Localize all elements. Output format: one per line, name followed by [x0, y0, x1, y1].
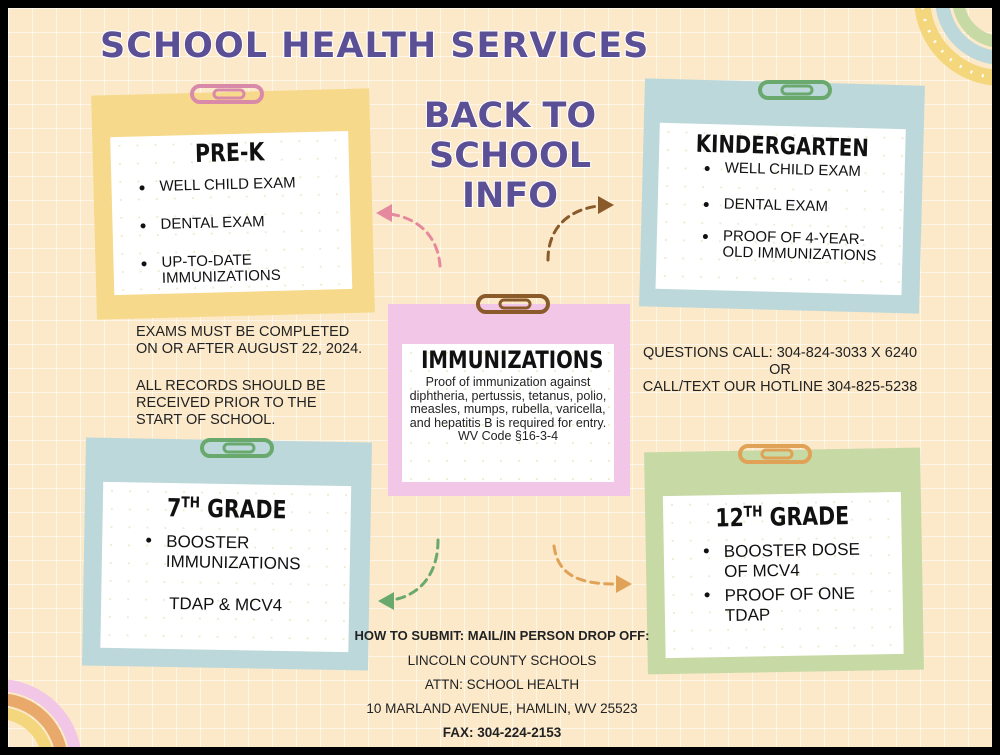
arrow-to-prek-icon [390, 214, 440, 266]
list-item: BOOSTER DOSE OF MCV4 [698, 540, 865, 583]
submit-line: LINCOLN COUNTY SCHOOLS [407, 653, 597, 668]
arrowhead-icon [376, 204, 392, 222]
flyer [8, 8, 992, 747]
exam-note: EXAMS MUST BE COMPLETED ON OR AFTER AUGUST 22, 2024. [136, 324, 363, 357]
records-note: ALL RECORDS SHOULD BE RECEIVED PRIOR TO THE START OF SCHOOL. [136, 378, 326, 428]
subtitle-line: INFO [462, 176, 558, 216]
list-item: UP-TO-DATE IMMUNIZATIONS [135, 251, 292, 287]
grade7-suffix: TH [181, 493, 201, 512]
grade7-word: GRADE [206, 493, 287, 525]
arrowhead-icon [378, 592, 394, 610]
page-title: SCHOOL HEALTH SERVICES [100, 26, 650, 66]
immunizations-body: Proof of immunization against diphtheria, pertussis, tetanus, polio, measles, mumps, rubella, varicella, and hepatitis B is required for entry. [409, 375, 607, 430]
submit-info [352, 628, 652, 745]
questions-phone: QUESTIONS CALL: 304-824-3033 X 6240 [642, 345, 918, 361]
submit-address: 10 MARLAND AVENUE, HAMLIN, WV 25523 [366, 701, 638, 716]
contact-info [640, 345, 920, 396]
submit-heading: HOW TO SUBMIT: MAIL/IN PERSON DROP OFF: [354, 628, 650, 643]
subtitle-line: SCHOOL [429, 136, 591, 176]
contact-or: OR [769, 362, 791, 378]
grade7-vaccines: TDAP & MCV4 [168, 594, 283, 616]
prek-heading: PRE-K [194, 137, 265, 168]
arrow-to-grade7-icon [392, 540, 438, 600]
arrow-to-kindergarten-icon [548, 206, 598, 260]
grade12-word: GRADE [769, 501, 850, 532]
grade12-suffix: TH [743, 502, 763, 521]
list-item: BOOSTER IMMUNIZATIONS [140, 532, 307, 575]
list-item: PROOF OF ONE TDAP [698, 584, 865, 627]
subtitle-line: BACK TO [423, 96, 597, 136]
list-item: WELL CHILD EXAM [699, 160, 905, 181]
arrow-to-grade12-icon [554, 546, 616, 584]
immunizations-heading: IMMUNIZATIONS [421, 346, 604, 374]
list-item: DENTAL EXAM [698, 196, 904, 217]
list-item: DENTAL EXAM [134, 212, 350, 234]
grade7-number: 7 [166, 493, 182, 523]
hotline-phone: CALL/TEXT OUR HOTLINE 304-825-5238 [642, 379, 918, 395]
list-item: WELL CHILD EXAM [133, 174, 349, 196]
arrowhead-icon [616, 575, 632, 593]
fax-number: FAX: 304-224-2153 [442, 725, 562, 740]
list-item: PROOF OF 4-YEAR-OLD IMMUNIZATIONS [696, 228, 883, 265]
arrowhead-icon [598, 196, 614, 214]
kindergarten-heading: KINDERGARTEN [695, 129, 870, 163]
grade12-number: 12 [715, 503, 745, 533]
submit-line: ATTN: SCHOOL HEALTH [424, 677, 580, 692]
wv-code: WV Code §16-3-4 [457, 429, 559, 443]
